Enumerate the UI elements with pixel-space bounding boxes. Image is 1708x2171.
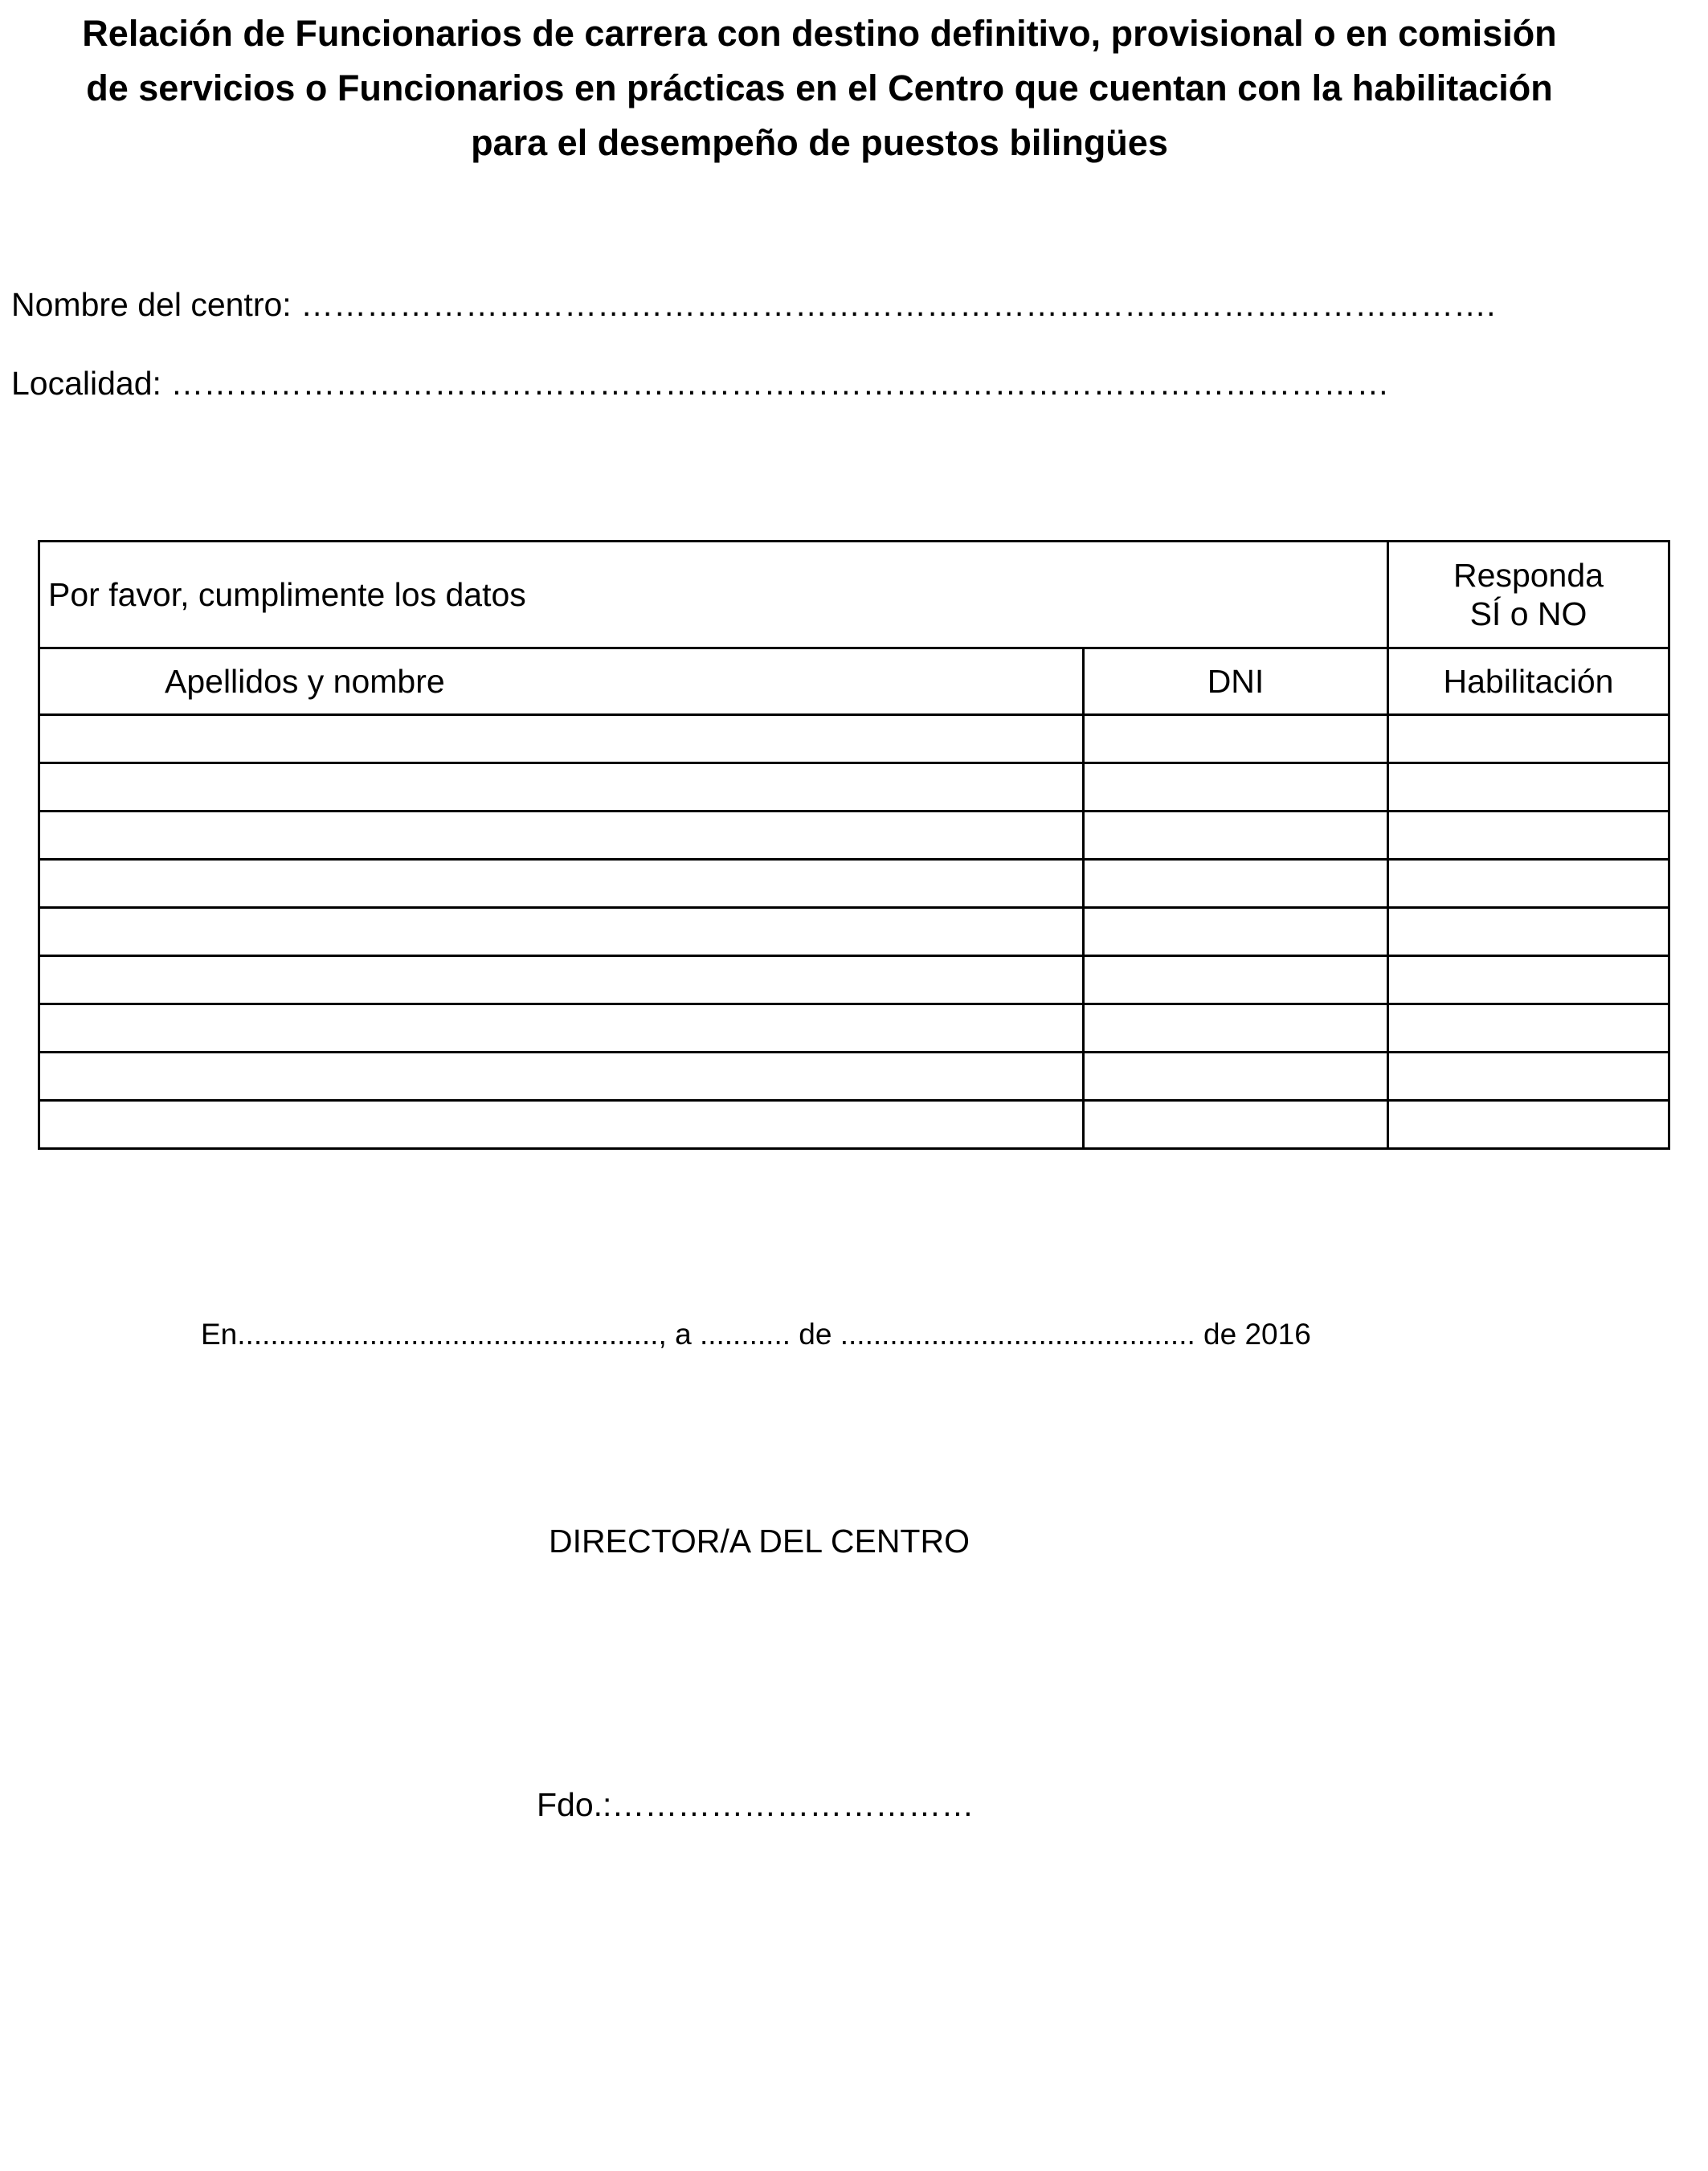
table-row xyxy=(39,812,1669,860)
cell-dni[interactable] xyxy=(1084,1053,1388,1101)
cell-apellidos-nombre[interactable] xyxy=(39,1004,1084,1053)
localidad-label: Localidad: xyxy=(11,365,161,402)
table-row xyxy=(39,763,1669,812)
column-header-name: Apellidos y nombre xyxy=(39,648,1084,715)
cell-dni[interactable] xyxy=(1084,860,1388,908)
table-row xyxy=(39,1101,1669,1149)
cell-dni[interactable] xyxy=(1084,812,1388,860)
cell-habilitacion[interactable] xyxy=(1388,1004,1669,1053)
table-header-row xyxy=(39,648,1669,715)
table-row xyxy=(39,860,1669,908)
cell-apellidos-nombre[interactable] xyxy=(39,1101,1084,1149)
localidad-field[interactable] xyxy=(11,363,1389,403)
signature-line[interactable]: Fdo.:…………………………… xyxy=(537,1786,975,1823)
table-row xyxy=(39,1053,1669,1101)
cell-apellidos-nombre[interactable] xyxy=(39,812,1084,860)
nombre-centro-label: Nombre del centro: xyxy=(11,286,292,323)
column-header-dni: DNI xyxy=(1084,648,1388,715)
cell-apellidos-nombre[interactable] xyxy=(39,860,1084,908)
cell-habilitacion[interactable] xyxy=(1388,908,1669,956)
cell-dni[interactable] xyxy=(1084,1004,1388,1053)
cell-apellidos-nombre[interactable] xyxy=(39,1053,1084,1101)
cell-habilitacion[interactable] xyxy=(1388,715,1669,763)
cell-habilitacion[interactable] xyxy=(1388,763,1669,812)
title-line-2: de servicios o Funcionarios en prácticas en el Centro que cuentan con la habilitación xyxy=(86,67,1553,108)
cell-dni[interactable] xyxy=(1084,1101,1388,1149)
document-title xyxy=(0,6,1639,170)
date-place-line[interactable]: En..................................................., a ........... de ........................................... de 2016 xyxy=(201,1318,1311,1351)
cell-habilitacion[interactable] xyxy=(1388,812,1669,860)
cell-apellidos-nombre[interactable] xyxy=(39,715,1084,763)
title-line-3: para el desempeño de puestos bilingües xyxy=(471,122,1168,163)
cell-dni[interactable] xyxy=(1084,763,1388,812)
instruction-cell: Por favor, cumplimente los datos xyxy=(39,542,1388,648)
cell-habilitacion[interactable] xyxy=(1388,1053,1669,1101)
response-header-line-1: Responda xyxy=(1453,557,1604,594)
cell-dni[interactable] xyxy=(1084,715,1388,763)
column-header-habilitacion: Habilitación xyxy=(1388,648,1669,715)
signer-title: DIRECTOR/A DEL CENTRO xyxy=(549,1523,970,1560)
table-row xyxy=(39,715,1669,763)
cell-apellidos-nombre[interactable] xyxy=(39,763,1084,812)
cell-habilitacion[interactable] xyxy=(1388,956,1669,1004)
table-row xyxy=(39,1004,1669,1053)
cell-habilitacion[interactable] xyxy=(1388,860,1669,908)
funcionarios-table xyxy=(38,540,1670,1150)
cell-apellidos-nombre[interactable] xyxy=(39,908,1084,956)
table-row xyxy=(39,956,1669,1004)
nombre-centro-dots[interactable]: ………………………………………………………………………………………………. xyxy=(300,286,1496,323)
cell-apellidos-nombre[interactable] xyxy=(39,956,1084,1004)
title-line-1: Relación de Funcionarios de carrera con destino definitivo, provisional o en comisión xyxy=(82,13,1557,54)
table-row xyxy=(39,908,1669,956)
response-header-cell xyxy=(1388,542,1669,648)
table-instruction-row xyxy=(39,542,1669,648)
localidad-dots[interactable]: ………………………………………………………………………………………………… xyxy=(170,365,1390,402)
response-header-line-2: SÍ o NO xyxy=(1469,595,1587,632)
nombre-centro-field[interactable] xyxy=(11,284,1495,325)
cell-dni[interactable] xyxy=(1084,956,1388,1004)
cell-dni[interactable] xyxy=(1084,908,1388,956)
cell-habilitacion[interactable] xyxy=(1388,1101,1669,1149)
